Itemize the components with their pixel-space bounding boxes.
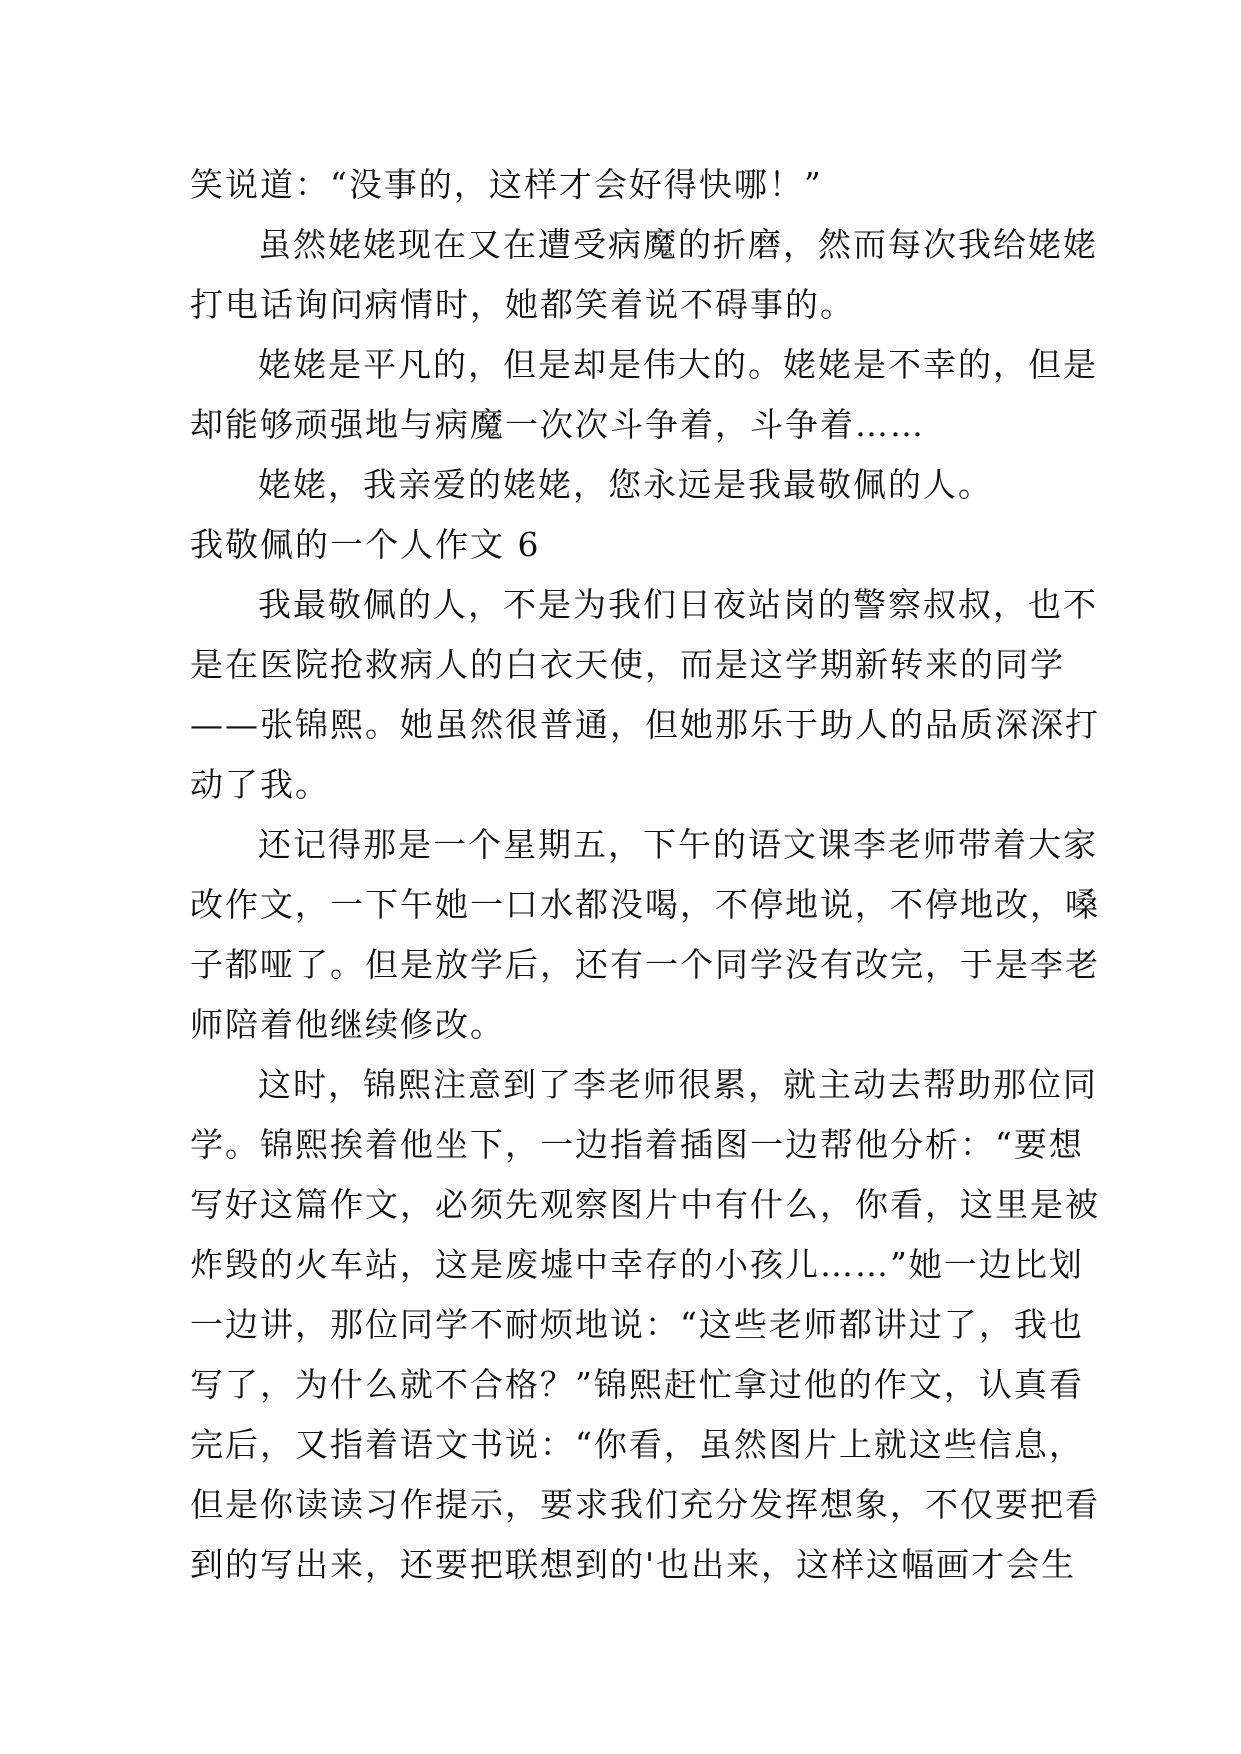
- text-line: 但是你读读习作提示，要求我们充分发挥想象，不仅要把看: [190, 1485, 1100, 1524]
- text-line: 完后，又指着语文书说：“你看，虽然图片上就这些信息，: [190, 1425, 1084, 1464]
- text-line: 改作文，一下午她一口水都没喝，不停地说，不停地改，嗓: [190, 885, 1100, 924]
- text-line: 打电话询问病情时，她都笑着说不碍事的。: [190, 285, 855, 324]
- text-line: 写了，为什么就不合格？”锦熙赶忙拿过他的作文，认真看: [190, 1365, 1084, 1404]
- article-body: [190, 155, 1100, 1595]
- text-line: 写好这篇作文，必须先观察图片中有什么，你看，这里是被: [190, 1185, 1100, 1224]
- text-line: 到的写出来，还要把联想到的'也出来，这样这幅画才会生: [190, 1545, 1077, 1584]
- text-line: 学。锦熙挨着他坐下，一边指着插图一边帮他分析：“要想: [190, 1125, 1084, 1164]
- paragraph-start-line: 还记得那是一个星期五，下午的语文课李老师带着大家: [258, 825, 1098, 864]
- paragraph-start-line: 这时，锦熙注意到了李老师很累，就主动去帮助那位同: [258, 1065, 1098, 1104]
- text-line: 却能够顽强地与病魔一次次斗争着，斗争着……: [190, 405, 925, 444]
- text-line: 是在医院抢救病人的白衣天使，而是这学期新转来的同学: [190, 645, 1065, 684]
- paragraph-start-line: 姥姥，我亲爱的姥姥，您永远是我最敬佩的人。: [258, 465, 993, 504]
- text-line: 一边讲，那位同学不耐烦地说：“这些老师都讲过了，我也: [190, 1305, 1084, 1344]
- section-title: 我敬佩的一个人作文 6: [190, 525, 541, 564]
- paragraph-start-line: 姥姥是平凡的，但是却是伟大的。姥姥是不幸的，但是: [258, 345, 1098, 384]
- paragraph-start-line: 虽然姥姥现在又在遭受病魔的折磨，然而每次我给姥姥: [258, 225, 1098, 264]
- text-line: 笑说道：“没事的，这样才会好得快哪！”: [190, 165, 823, 204]
- text-line: 子都哑了。但是放学后，还有一个同学没有改完，于是李老: [190, 945, 1100, 984]
- text-line: 动了我。: [190, 765, 330, 804]
- text-line: 炸毁的火车站，这是废墟中幸存的小孩儿……”她一边比划: [190, 1245, 1084, 1284]
- text-line: 师陪着他继续修改。: [190, 1005, 505, 1044]
- paragraph-start-line: 我最敬佩的人，不是为我们日夜站岗的警察叔叔，也不: [258, 585, 1098, 624]
- text-line: ——张锦熙。她虽然很普通，但她那乐于助人的品质深深打: [190, 705, 1100, 744]
